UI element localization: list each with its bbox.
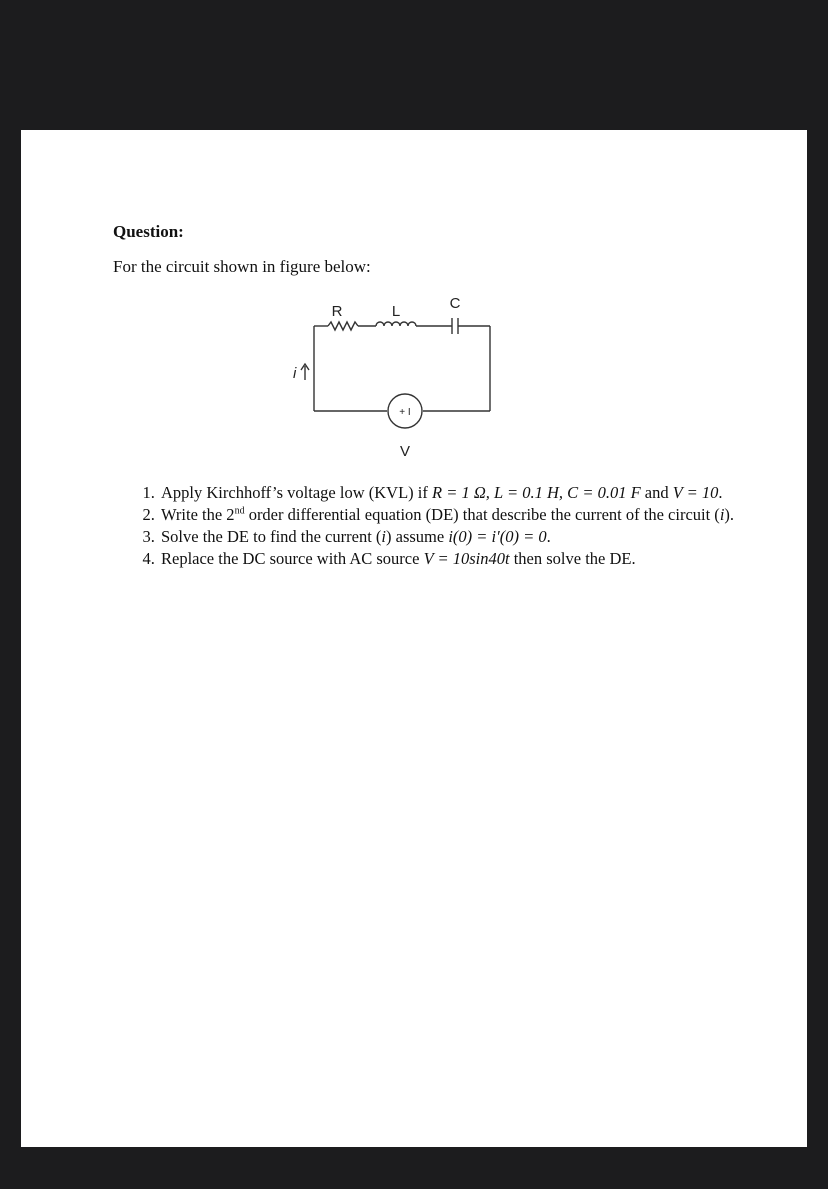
source-symbol-text: + I	[399, 407, 411, 418]
source-label: V	[399, 443, 411, 460]
rlc-circuit-diagram	[276, 288, 506, 468]
current-label: i	[293, 365, 297, 382]
resistor-label: R	[331, 303, 343, 320]
question-heading: Question:	[113, 222, 184, 241]
resistor-symbol	[328, 322, 358, 330]
inductor-label: L	[391, 303, 401, 320]
question-1: 1. Apply Kirchhoff’s voltage low (KVL) if R = 1 Ω, L = 0.1 H, C = 0.01 F and V = 10.	[159, 482, 749, 504]
inductor-symbol	[376, 322, 416, 326]
question-4: 4. Replace the DC source with AC source V = 10sin40t then solve the DE.	[159, 548, 749, 570]
question-list	[135, 482, 749, 570]
question-3: 3. Solve the DE to find the current (i) assume i(0) = i′(0) = 0.	[159, 526, 749, 548]
document-page	[21, 130, 807, 1147]
intro-text: For the circuit shown in figure below:	[113, 257, 371, 276]
capacitor-label: C	[449, 295, 461, 312]
question-2: 2. Write the 2nd order differential equation (DE) that describe the current of the circuit (i).	[159, 504, 749, 526]
